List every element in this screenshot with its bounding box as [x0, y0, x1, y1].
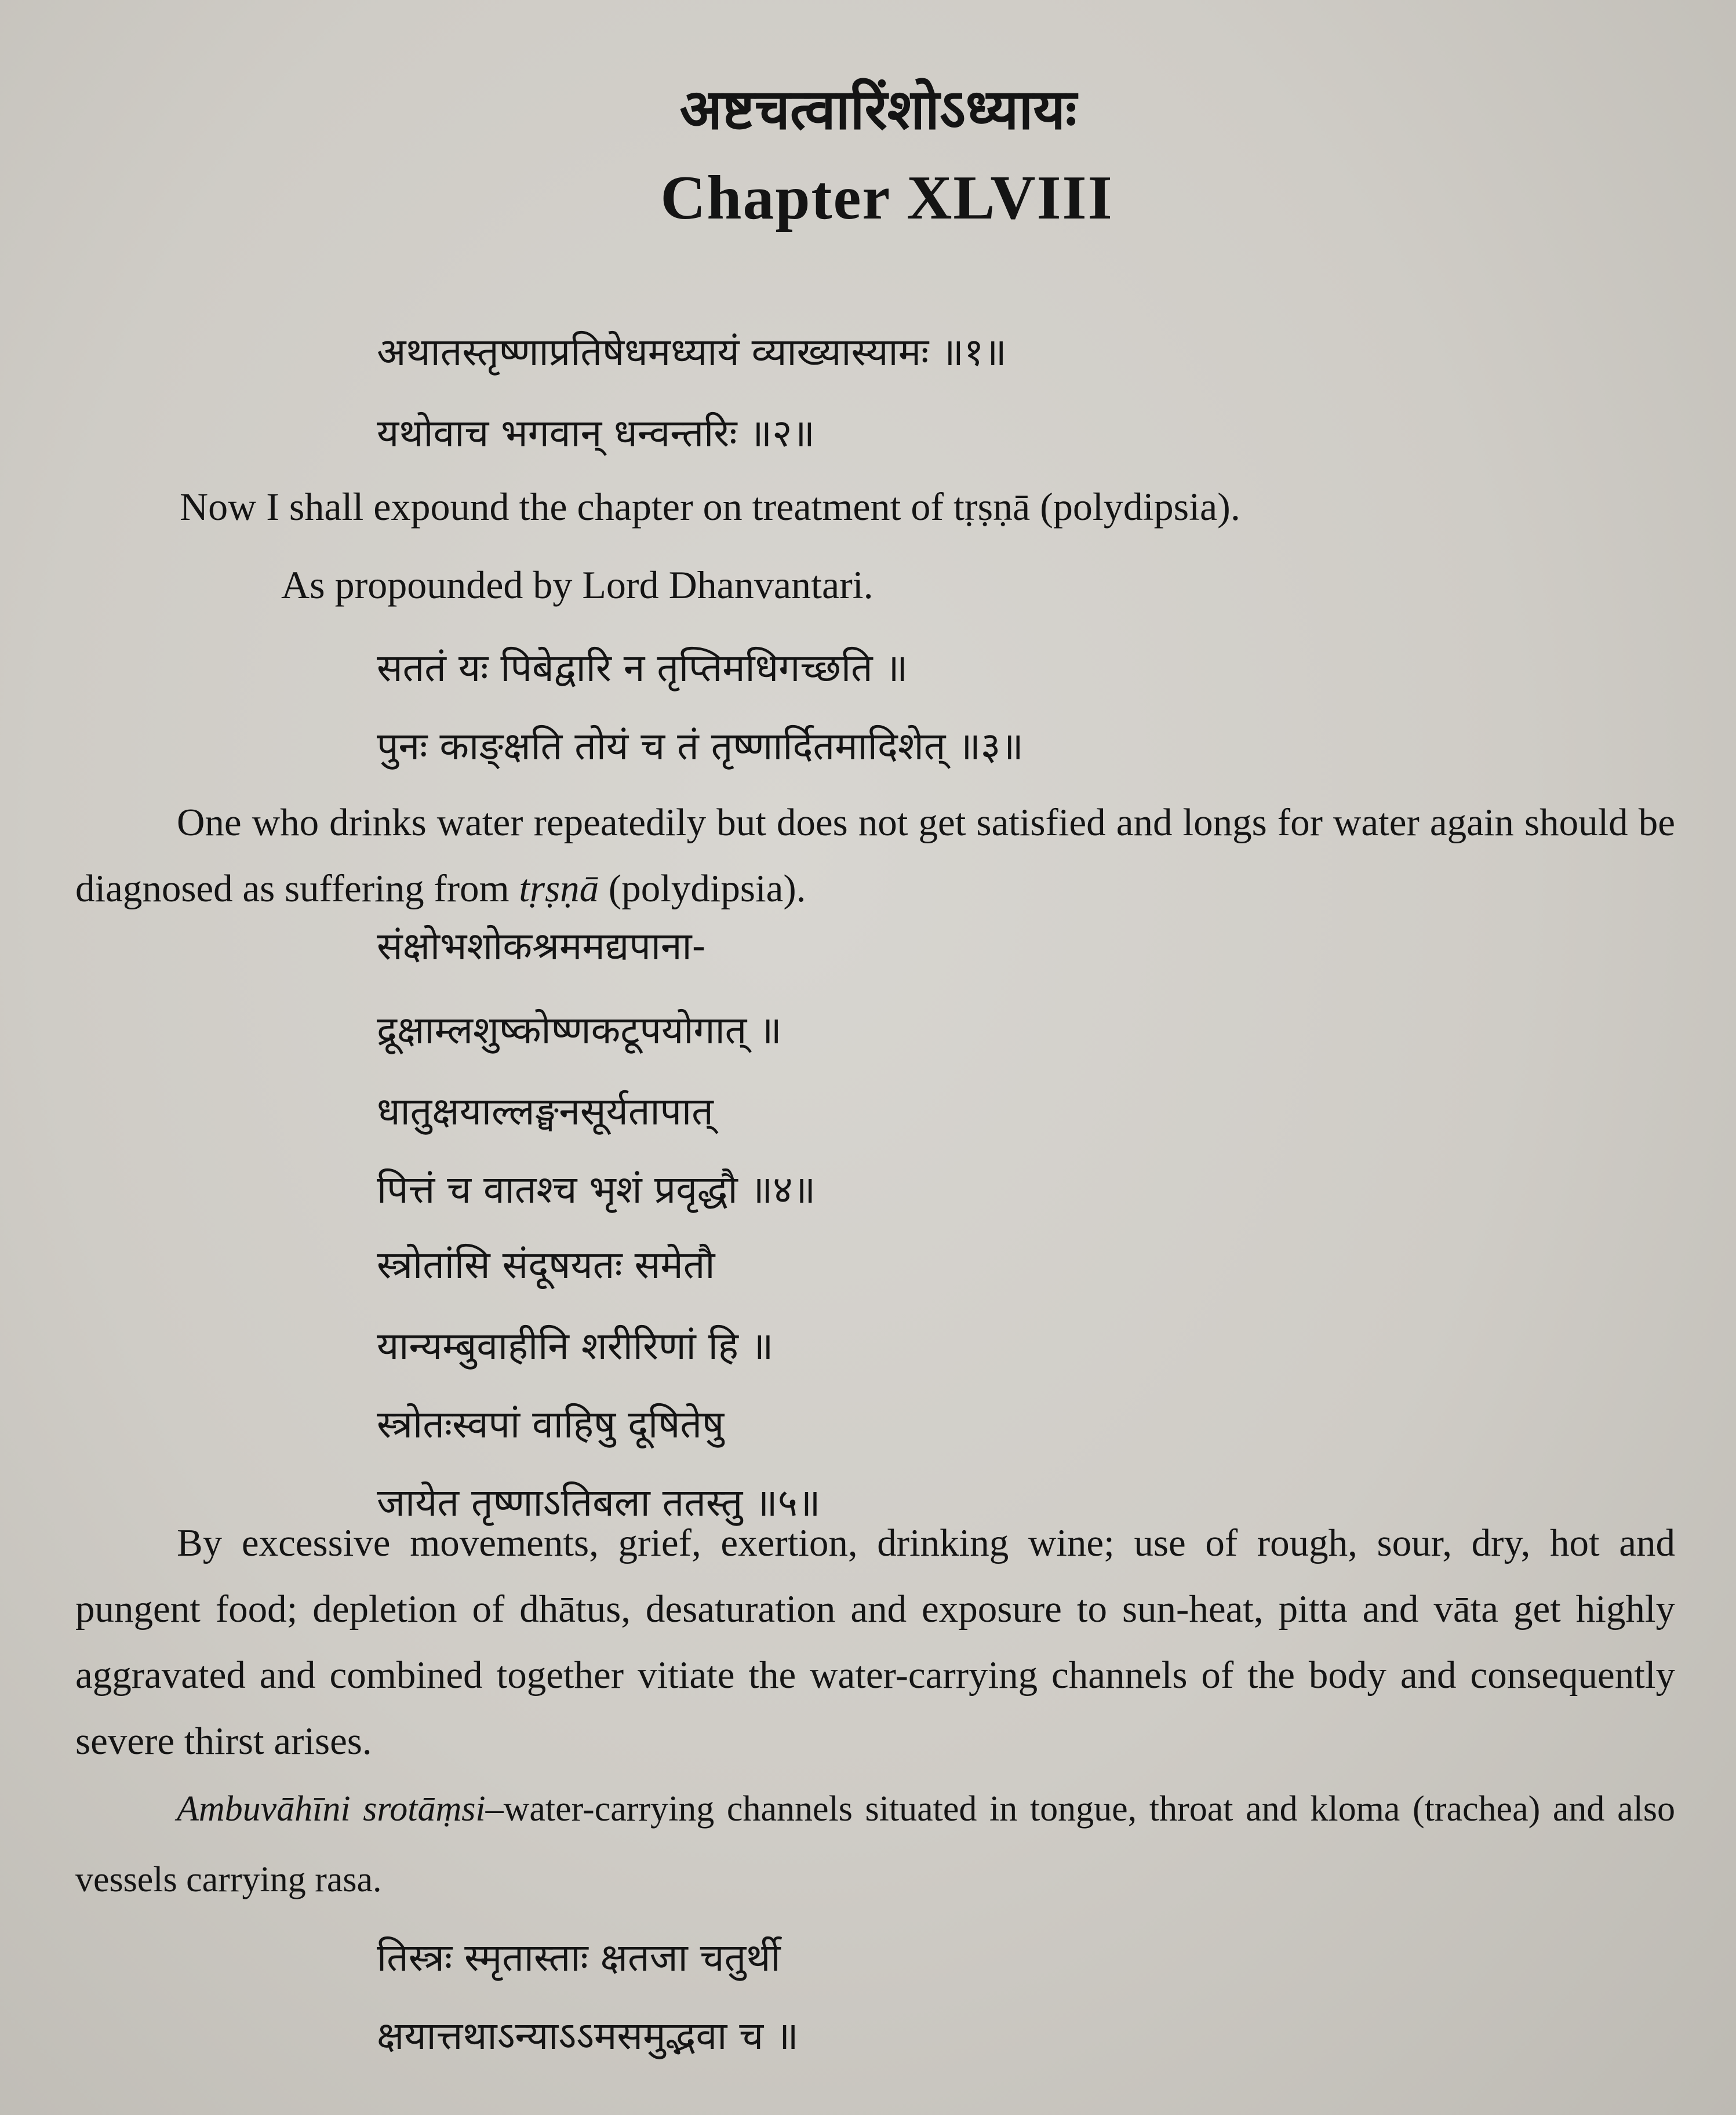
verse-1: अथातस्तृष्णाप्रतिषेधमध्यायं व्याख्यास्यामः ॥१॥	[377, 330, 1007, 374]
commentary-text: –water-carrying channels situated in tongue, throat and kloma (trachea) and also vessels carrying rasa.	[75, 1789, 1675, 1899]
verse-5-line-4: जायेत तृष्णाऽतिबला ततस्तु ॥५॥	[377, 1480, 821, 1525]
verse-4-line-1: संक्षोभशोकश्रममद्यपाना-	[377, 924, 706, 969]
intro-translation-1: Now I shall expound the chapter on treatment of tṛṣṇā (polydipsia).	[180, 485, 1240, 529]
verse-6-line-2: क्षयात्तथाऽन्याऽऽमसमुद्भवा च ॥	[377, 2014, 799, 2058]
verse-2: यथोवाच भगवान् धन्वन्तरिः ॥२॥	[377, 411, 815, 456]
translation-text-part-2: (polydipsia).	[599, 867, 806, 910]
verse-4-line-4: पित्तं च वातश्च भृशं प्रवृद्धौ ॥४॥	[377, 1167, 816, 1212]
verse-5-line-1: स्त्रोतांसि संदूषयतः समेतौ	[377, 1243, 715, 1287]
chapter-title-sanskrit: अष्टचत्वारिंशोऽध्यायः	[679, 77, 1077, 142]
translation-text-part-1: One who drinks water repeatedily but does not get satisfied and longs for water again should be diagnosed as suffering from	[75, 801, 1675, 910]
commentary-block	[75, 1774, 1675, 1915]
chapter-title-english: Chapter XLVIII	[660, 163, 1113, 232]
verses-4-5-translation: By excessive movements, grief, exertion, drinking wine; use of rough, sour, dry, hot and pungent food; depletion of dhātus, desaturation and exposure to sun-heat, pitta and vāta get highly aggravated and combined together vitiate the water-carrying channels of the body and consequently severe thirst arises.	[75, 1521, 1675, 1763]
verse-4-line-2: द्रूक्षाम्लशुष्कोष्णकटूपयोगात् ॥	[377, 1008, 782, 1053]
verse-6-line-1: तिस्त्रः स्मृतास्ताः क्षतजा चतुर्थी	[377, 1935, 781, 1980]
intro-translation-2: As propounded by Lord Dhanvantari.	[281, 563, 874, 607]
verse-3-line-1: सततं यः पिबेद्वारि न तृप्तिमधिगच्छति ॥	[377, 646, 908, 690]
translation-term: tṛṣṇā	[519, 867, 599, 910]
verse-3-line-2: पुनः काङ्क्षति तोयं च तं तृष्णार्दितमादिशेत् ॥३॥	[377, 724, 1024, 769]
verse-4-line-3: धातुक्षयाल्लङ्घनसूर्यतापात्	[377, 1089, 714, 1134]
translation-indent	[75, 801, 177, 844]
verse-5-line-3: स्त्रोतःस्वपां वाहिषु दूषितेषु	[377, 1402, 725, 1447]
verse-3-translation	[75, 789, 1675, 922]
verse-5-line-2: यान्यम्बुवाहीनि शरीरिणां हि ॥	[377, 1324, 774, 1368]
commentary-term: Ambuvāhīni srotāṃsi	[177, 1789, 486, 1829]
